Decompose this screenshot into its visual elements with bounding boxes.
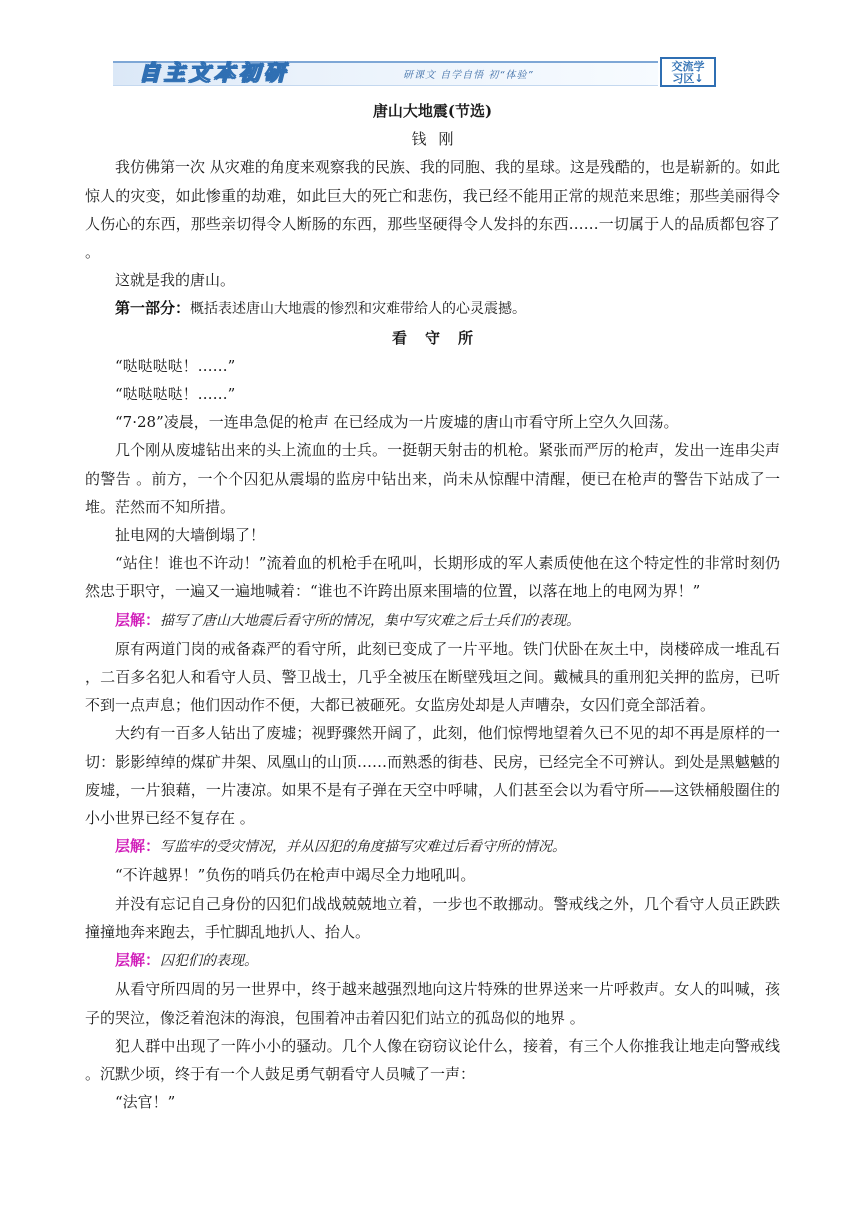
box-line1: 交流学 — [671, 60, 705, 73]
paragraph: “站住！谁也不许动！”流着血的机枪手在吼叫，长期形成的军人素质使他在这个特定性的非常时刻仍然忠于职守，一遍又一遍地喊着：“谁也不许跨出原来围墙的位置，以落在地上的电网为界！” — [85, 554, 780, 601]
paragraph: 扯电网的大墙倒塌了！ — [115, 526, 266, 545]
paragraph: 犯人群中出现了一阵小小的骚动。几个人像在窃窃议论什么，接着，有三个人你推我让地走向警戒线 。沉默少顷，终于有一个人鼓足勇气朝看守人员喊了一声： — [85, 1036, 780, 1083]
paragraph: 从看守所四周的另一世界中，终于越来越强烈地向这片特殊的世界送来一片呼救声。女人的叫喊，孩子的哭泣，像泛着泡沫的海浪，包围着冲击着囚犯们站立的孤岛似的地界 。 — [85, 980, 780, 1027]
banner-title: 自主文本初研 — [139, 60, 289, 85]
paragraph: 几个刚从废墟钻出来的头上流血的士兵。一挺朝天射击的机枪。紧张而严厉的枪声，发出一连串尖声的警告 。前方，一个个囚犯从震塌的监房中钻出来，尚未从惊醒中清醒，便已在枪声的警告下站成了一堆。茫然而不知所措。 — [85, 441, 780, 516]
exchange-area-box[interactable] — [660, 57, 716, 87]
paragraph: 我仿佛第一次 从灾难的角度来观察我的民族、我的同胞、我的星球。这是残酷的，也是崭新的。如此惊人的灾变，如此惨重的劫难，如此巨大的死亡和悲伤，我已经不能用正常的规范来思维；那些美丽得令人伤心的东西，那些亲切得令人断肠的东西，那些坚硬得令人发抖的东西……一切属于人的品质都包容了 。 — [85, 158, 780, 262]
part-text: 概括表述唐山大地震的惨烈和灾难带给人的心灵震撼。 — [190, 301, 527, 318]
paragraph: 并没有忘记自己身份的囚犯们战战兢兢地立着，一步也不敢挪动。警戒线之外，几个看守人员正跌跌撞撞地奔来跑去，手忙脚乱地扒人、抬人。 — [85, 894, 780, 941]
paragraph: 这就是我的唐山。 — [115, 271, 236, 290]
banner-subtitle: 研课文 自学自悟 初“体验” — [403, 70, 534, 81]
note-text: 囚犯们的表现。 — [160, 953, 259, 970]
note-label: 层解： — [115, 837, 161, 856]
note-text: 描写了唐山大地震后看守所的情况，集中写灾难之后士兵们的表现。 — [160, 612, 581, 629]
note-label: 层解： — [115, 951, 161, 970]
section-title: 看守所 — [391, 328, 491, 347]
paragraph: “不许越界！”负伤的哨兵仍在枪声中竭尽全力地吼叫。 — [115, 866, 476, 885]
note-text: 写监牢的受灾情况，并从囚犯的角度描写灾难过后看守所的情况。 — [160, 839, 567, 856]
layer-note — [85, 606, 780, 635]
paragraph: 大约有一百多人钻出了废墟；视野骤然开阔了，此刻，他们惊愕地望着久已不见的却不再是原样的一切：影影绰绰的煤矿井架、凤凰山的山顶……而熟悉的街巷、民房，已经完全不可辨认。到处是黑魆魆的废墟，一片狼藉，一片凄凉。如果不是有子弹在天空中呼啸，人们甚至会以为看守所——这铁桶般圈住的小小世界已经不复存在 。 — [85, 724, 780, 828]
part-label: 第一部分： — [115, 299, 191, 318]
part-summary — [85, 294, 780, 323]
quote-line: “法官！” — [115, 1093, 176, 1112]
paragraph: 原有两道门岗的戒备森严的看守所，此刻已变成了一片平地。铁门伏卧在灰土中，岗楼碎成一堆乱石 ，二百多名犯人和看守人员、警卫战士，几乎全被压在断壁残垣之间。戴械具的重刑犯关押的监房，已听不到一点声息；他们因动作不便，大都已被砸死。女监房处却是人声嘈杂，女囚们竟全部活着。 — [85, 639, 780, 715]
section-banner — [113, 57, 718, 85]
doc-title: 唐山大地震(节选) — [372, 102, 493, 120]
document-body — [85, 97, 780, 1116]
quote-line: “哒哒哒哒！……” — [115, 356, 236, 375]
quote-line: “哒哒哒哒！……” — [115, 385, 236, 404]
box-line2: 习区↓ — [672, 72, 704, 85]
paragraph: “7·28”凌晨，一连串急促的枪声 在已经成为一片废墟的唐山市看守所上空久久回荡。 — [115, 413, 679, 432]
layer-note — [85, 946, 780, 975]
doc-author: 钱刚 — [411, 130, 466, 149]
layer-note — [85, 832, 780, 861]
note-label: 层解： — [115, 610, 161, 629]
